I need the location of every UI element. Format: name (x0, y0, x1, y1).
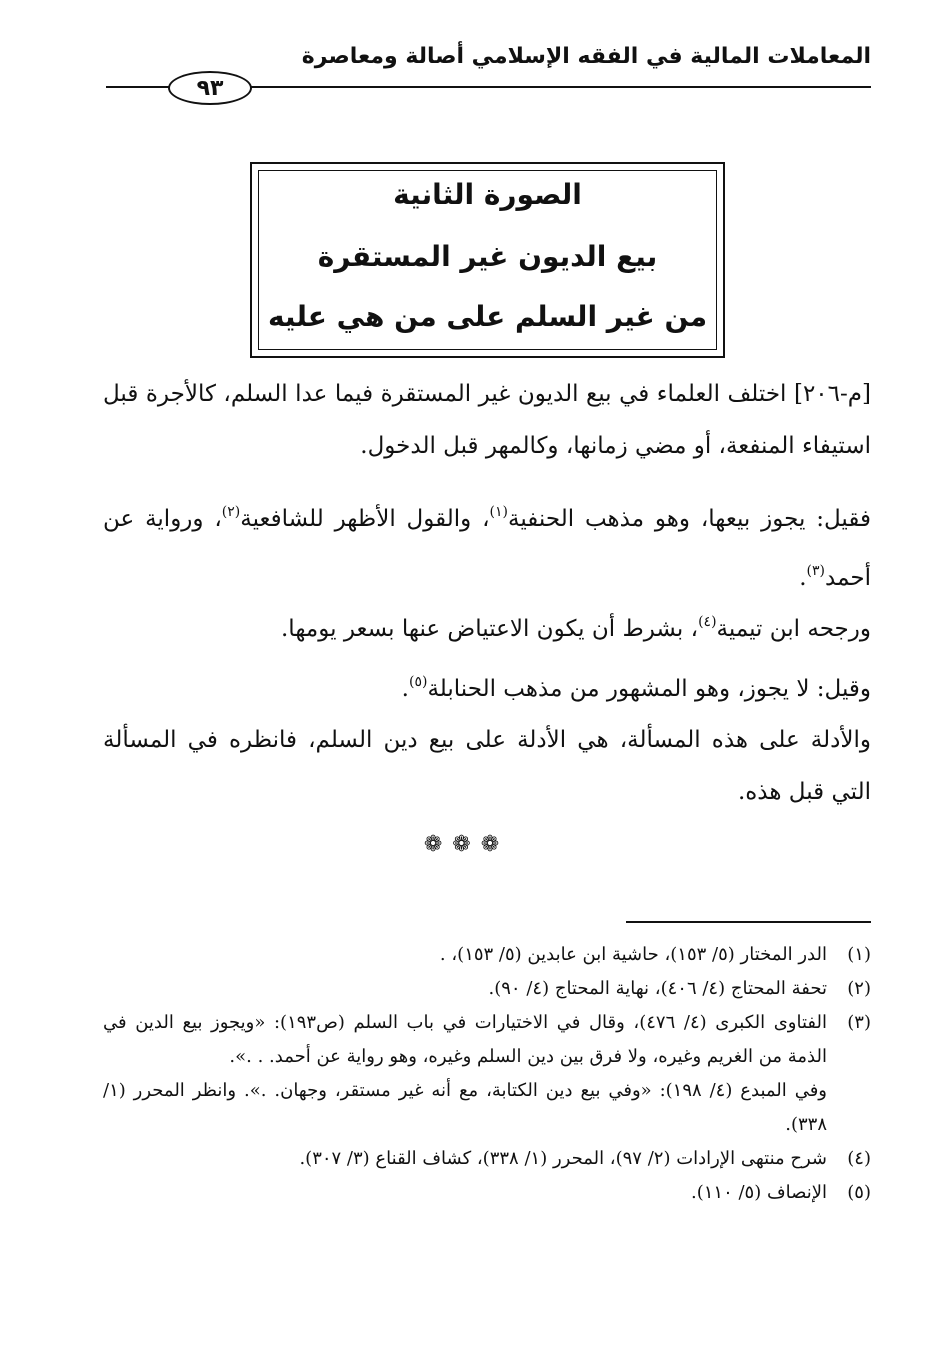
footnote-4 (103, 1142, 871, 1176)
footnote-number: (٤) (847, 1148, 871, 1169)
footnote-ref-5[interactable]: (٥) (408, 674, 428, 690)
footnote-separator (626, 921, 871, 923)
paragraph-2-text-b: ، والقول الأظهر للشافعية (240, 506, 490, 532)
footnote-1 (103, 938, 871, 972)
paragraph-3 (103, 596, 871, 655)
paragraph-2-text-a: فقيل: يجوز بيعها، وهو مذهب الحنفية (508, 506, 871, 532)
footnote-ref-3[interactable]: (٣) (806, 563, 826, 579)
footnote-number: (٥) (847, 1182, 871, 1203)
footnote-text: الفتاوى الكبرى (٤/ ٤٧٦)، وقال في الاختيارات في باب السلم (ص١٩٣): «ويجوز بيع الدين في الذمة من الغريم وغيره، ولا فرق بين دين السلم وغيره، وهو رواية عن أحمد. . .». (103, 1012, 828, 1067)
section-title-line-3: من غير السلم على من هي عليه (267, 300, 708, 333)
footnote-ref-1[interactable]: (١) (489, 504, 509, 520)
paragraph-5: والأدلة على هذه المسألة، هي الأدلة على بيع دين السلم، فانظره في المسألة التي قبل هذه. (103, 727, 871, 805)
footnote-number: (٢) (847, 978, 871, 999)
footnote-text: الإنصاف (٥/ ١١٠). (690, 1182, 827, 1203)
paragraph-4 (103, 656, 871, 715)
footnote-2 (103, 972, 871, 1006)
footnote-5 (103, 1176, 871, 1210)
footnote-3-continuation: وفي المبدع (٤/ ١٩٨): «وفي بيع دين الكتابة، مع أنه غير مستقر، وجهان. .». وانظر المحرر (١/ ٣٣٨). (103, 1080, 827, 1135)
paragraph-2 (103, 486, 871, 604)
paragraph-2-text-d: . (799, 565, 807, 591)
page-number: ٩٣ (168, 71, 252, 105)
paragraph-3-text-a: ورجحه ابن تيمية (716, 616, 871, 642)
paragraph-3-text-b: ، بشرط أن يكون الاعتياض عنها بسعر يومها. (281, 616, 699, 642)
footnotes-list (103, 938, 871, 1210)
section-title-line-2: بيع الديون غير المستقرة (317, 240, 658, 273)
footnote-text: شرح منتهى الإرادات (٢/ ٩٧)، المحرر (١/ ٣٣٨)، كشاف القناع (٣/ ٣٠٧). (299, 1148, 827, 1169)
footnote-text: تحفة المحتاج (٤/ ٤٠٦)، نهاية المحتاج (٤/ ٩٠). (488, 978, 827, 999)
paragraph-4-text-b: . (401, 676, 409, 702)
section-title-box (250, 162, 725, 358)
footnote-text: الدر المختار (٥/ ١٥٣)، حاشية ابن عابدين (٥/ ١٥٣)، . (439, 944, 827, 965)
paragraph-4-text-a: وقيل: لا يجوز، وهو المشهور من مذهب الحنابلة (427, 676, 871, 702)
footnote-number: (١) (847, 944, 871, 965)
paragraph-2-text-c: ، ورواية عن أحمد (103, 506, 871, 591)
section-end-ornament: ❁❁❁ (423, 832, 510, 857)
footnote-number: (٣) (847, 1012, 871, 1033)
footnote-ref-4[interactable]: (٤) (698, 614, 717, 630)
paragraph-1: [م-٢٠٦] اختلف العلماء في بيع الديون غير المستقرة فيما عدا السلم، كالأجرة قبل استيفاء المنفعة، أو مضي زمانها، وكالمهر قبل الدخول. (103, 381, 871, 459)
running-header-title: المعاملات المالية في الفقه الإسلامي أصالة ومعاصرة (301, 44, 871, 69)
section-title-line-1: الصورة الثانية (393, 178, 582, 211)
footnote-ref-2[interactable]: (٢) (221, 504, 241, 520)
footnote-3 (103, 1006, 871, 1074)
